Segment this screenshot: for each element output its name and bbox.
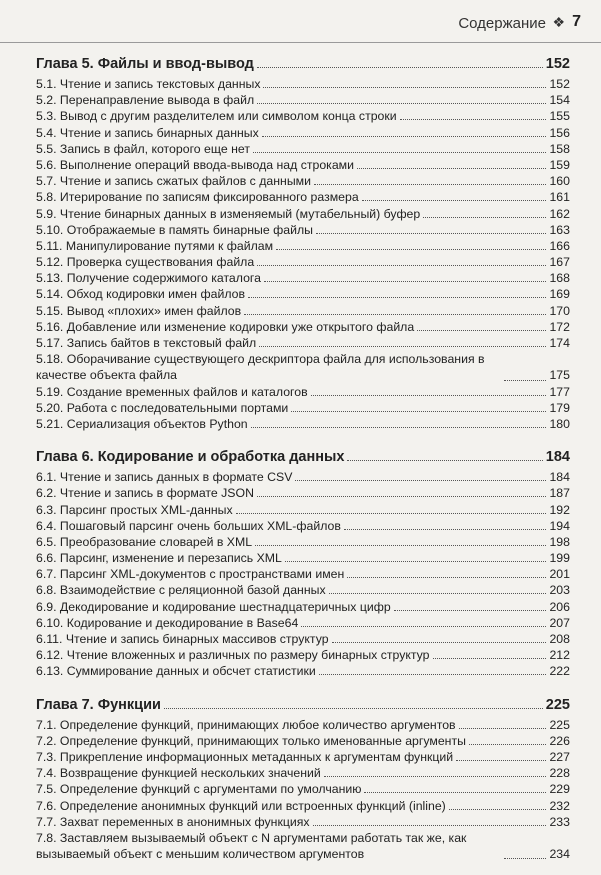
entry-page: 177 [549,384,570,399]
dot-leader [301,626,546,627]
toc-entry [36,663,570,679]
entry-page: 233 [549,814,570,829]
toc-entry [36,550,570,566]
entry-page: 154 [549,93,570,108]
entry-title: 5.13. Получение содержимого каталога [36,271,261,286]
toc-entry [36,485,570,501]
toc-entry [36,749,570,765]
dot-leader [276,249,546,250]
toc-entry [36,189,570,205]
chapter-title: Глава 7. Функции [36,696,161,713]
chapter-title: Глава 5. Файлы и ввод-вывод [36,56,254,72]
entry-title: 6.10. Кодирование и декодирование в Base64 [36,615,299,630]
dot-leader [311,395,547,396]
page-number: 7 [572,13,581,30]
entry-title: 6.3. Парсинг простых XML-данных [36,502,233,517]
dot-leader [257,265,546,266]
entry-title: 7.1. Определение функций, принимающих любое количество аргументов [36,717,456,732]
dot-leader [504,380,546,381]
chapter-heading [36,445,570,469]
entry-page: 160 [549,174,570,189]
toc-entry [36,599,570,615]
entry-page: 155 [549,109,570,124]
toc-entry [36,416,570,432]
entry-page: 232 [549,798,570,813]
toc-entry [36,222,570,238]
toc-entry [36,76,570,92]
toc-entry [36,631,570,647]
entry-title: 6.9. Декодирование и кодирование шестнадцатеричных цифр [36,599,391,614]
dot-leader [314,184,546,185]
toc-entry [36,781,570,797]
toc-entry [36,534,570,550]
toc-entry [36,469,570,485]
entry-page: 227 [549,749,570,764]
toc-entry [36,615,570,631]
dot-leader [285,561,547,562]
toc-entry [36,814,570,830]
running-header-title: Содержание [458,15,546,32]
entry-title: 5.1. Чтение и запись текстовых данных [36,77,261,91]
entry-page: 159 [549,157,570,172]
dot-leader [263,87,546,88]
toc-entry [36,400,570,416]
entry-page: 222 [549,664,570,679]
toc-entry [36,254,570,270]
entry-title: 5.14. Обход кодировки имен файлов [36,287,246,302]
entry-title: 5.18. Оборачивание существующего дескриптора файла для использования в качестве объекта файла [36,352,485,383]
entry-page: 198 [549,534,570,549]
chapter-section [36,52,570,432]
dot-leader [400,119,547,120]
entry-title: 6.4. Пошаговый парсинг очень больших XML-файлов [36,518,341,533]
entry-page: 225 [549,717,570,732]
entry-title: 5.9. Чтение бинарных данных в изменяемый (мутабельный) буфер [36,206,421,221]
entry-page: 206 [549,599,570,614]
chapter-section [36,445,570,679]
dot-leader [316,233,547,234]
dot-leader [236,513,547,514]
entry-page: 229 [549,782,570,797]
entry-page: 212 [549,648,570,663]
dot-leader [417,330,546,331]
dot-leader [423,217,546,218]
page-header [0,0,601,43]
dot-leader [248,297,546,298]
dot-leader [264,281,546,282]
toc-entry [36,830,570,862]
toc-entry [36,206,570,222]
entry-title: 5.19. Создание временных файлов и каталогов [36,384,308,399]
toc-entry [36,173,570,189]
dot-leader [504,858,546,859]
toc-entry [36,765,570,781]
dot-leader [456,760,546,761]
entry-title: 7.7. Захват переменных в анонимных функциях [36,814,310,829]
toc-entry [36,92,570,108]
entry-page: 228 [549,766,570,781]
entry-title: 5.6. Выполнение операций ввода-вывода над строками [36,157,354,172]
entry-title: 6.8. Взаимодействие с реляционной базой данных [36,583,326,598]
entry-title: 6.6. Парсинг, изменение и перезапись XML [36,551,282,566]
dot-leader [347,460,542,461]
toc-entry [36,319,570,335]
dot-leader [262,136,547,137]
dot-leader [255,545,546,546]
toc-entry [36,733,570,749]
chapter-page: 184 [545,449,570,466]
toc-entry [36,303,570,319]
dot-leader [469,744,547,745]
entry-title: 6.13. Суммирование данных и обсчет статистики [36,664,316,679]
toc-entry [36,286,570,302]
dot-leader [344,529,547,530]
toc-entry [36,647,570,663]
entry-title: 7.4. Возвращение функцией нескольких значений [36,766,321,781]
entry-title: 7.2. Определение функций, принимающих только именованные аргументы [36,733,466,748]
entry-page: 187 [549,486,570,501]
dot-leader [332,642,547,643]
entry-title: 6.11. Чтение и запись бинарных массивов структур [36,632,329,647]
chapter-title: Глава 6. Кодирование и обработка данных [36,449,345,466]
dot-leader [329,593,547,594]
dot-leader [319,674,547,675]
chapter-page: 225 [545,696,570,713]
entry-page: 203 [549,583,570,598]
toc-entry [36,157,570,173]
entry-title: 6.12. Чтение вложенных и различных по размеру бинарных структур [36,648,430,663]
dot-leader [433,658,547,659]
toc-entry [36,518,570,534]
toc-entry [36,582,570,598]
entry-page: 166 [549,238,570,253]
entry-title: 7.3. Прикрепление информационных метаданных к аргументам функций [36,749,454,764]
dot-leader [357,168,546,169]
entry-title: 6.1. Чтение и запись данных в формате CSV [36,470,293,485]
dot-leader [257,67,543,68]
entry-page: 168 [549,271,570,286]
dot-leader [324,776,547,777]
dot-leader [449,809,547,810]
entry-page: 163 [549,222,570,237]
entry-page: 184 [549,470,570,485]
entry-title: 5.2. Перенаправление вывода в файл [36,93,255,108]
entry-title: 5.8. Итерирование по записям фиксированного размера [36,190,359,205]
entry-page: 207 [549,615,570,630]
entry-title: 6.2. Чтение и запись в формате JSON [36,486,254,501]
dot-leader [459,728,547,729]
dot-leader [394,610,547,611]
toc-entry [36,125,570,141]
chapter-heading [36,52,570,76]
toc-entry [36,351,570,383]
entry-page: 162 [549,206,570,221]
entry-title: 5.15. Вывод «плохих» имен файлов [36,303,242,318]
chapter-section [36,693,570,863]
dot-leader [347,577,546,578]
entry-page: 208 [549,632,570,647]
entry-title: 5.11. Манипулирование путями к файлам [36,238,274,253]
entry-title: 7.6. Определение анонимных функций или встроенных функций (inline) [36,798,446,813]
toc-entry [36,502,570,518]
dot-leader [362,200,547,201]
dot-leader [364,792,546,793]
entry-page: 234 [549,847,570,862]
entry-page: 226 [549,733,570,748]
dot-leader [259,346,546,347]
dot-leader [164,708,543,709]
entry-title: 5.12. Проверка существования файла [36,255,255,270]
dot-leader [257,496,547,497]
entry-page: 201 [549,567,570,582]
entry-page: 158 [549,141,570,156]
toc-entry [36,238,570,254]
toc-entry [36,270,570,286]
entry-page: 167 [549,255,570,270]
entry-title: 7.5. Определение функций с аргументами по умолчанию [36,782,362,797]
entry-page: 179 [549,400,570,415]
entry-title: 5.5. Запись в файл, которого еще нет [36,141,250,156]
toc-entry [36,717,570,733]
entry-title: 5.3. Вывод с другим разделителем или символом конца строки [36,109,397,124]
entry-page: 175 [549,368,570,383]
dot-leader [257,103,546,104]
toc-entry [36,384,570,400]
dot-leader [291,411,546,412]
table-of-contents [36,52,570,875]
entry-page: 170 [549,303,570,318]
dot-leader [295,480,546,481]
dot-leader [251,427,547,428]
dot-leader [244,314,546,315]
entry-page: 152 [549,77,570,91]
entry-page: 194 [549,518,570,533]
entry-page: 156 [549,125,570,140]
toc-entry [36,566,570,582]
entry-title: 5.4. Чтение и запись бинарных данных [36,125,259,140]
entry-page: 174 [549,336,570,350]
entry-title: 5.16. Добавление или изменение кодировки уже открытого файла [36,319,415,334]
chapter-page: 152 [545,56,570,72]
entry-title: 6.7. Парсинг XML-документов с пространствами имен [36,567,345,582]
entry-page: 180 [549,416,570,431]
toc-entry [36,335,570,351]
entry-title: 5.21. Сериализация объектов Python [36,416,248,431]
dot-leader [313,825,547,826]
entry-page: 161 [549,190,570,205]
entry-title: 5.17. Запись байтов в текстовый файл [36,336,257,350]
toc-entry [36,108,570,124]
toc-entry [36,798,570,814]
toc-entry [36,141,570,157]
chapter-heading [36,693,570,717]
entry-title: 7.8. Заставляем вызываемый объект с N аргументами работать так же, как вызываемый объект с меньшим количеством аргументов [36,830,467,862]
entry-title: 5.10. Отображаемые в память бинарные файлы [36,222,313,237]
dot-leader [253,152,546,153]
entry-title: 5.7. Чтение и запись сжатых файлов с данными [36,174,311,189]
four-diamond-icon: ❖ [552,14,565,30]
entry-page: 169 [549,287,570,302]
entry-page: 199 [549,551,570,566]
entry-page: 172 [549,319,570,334]
entry-title: 6.5. Преобразование словарей в XML [36,534,253,549]
entry-page: 192 [549,502,570,517]
entry-title: 5.20. Работа с последовательными портами [36,400,289,415]
